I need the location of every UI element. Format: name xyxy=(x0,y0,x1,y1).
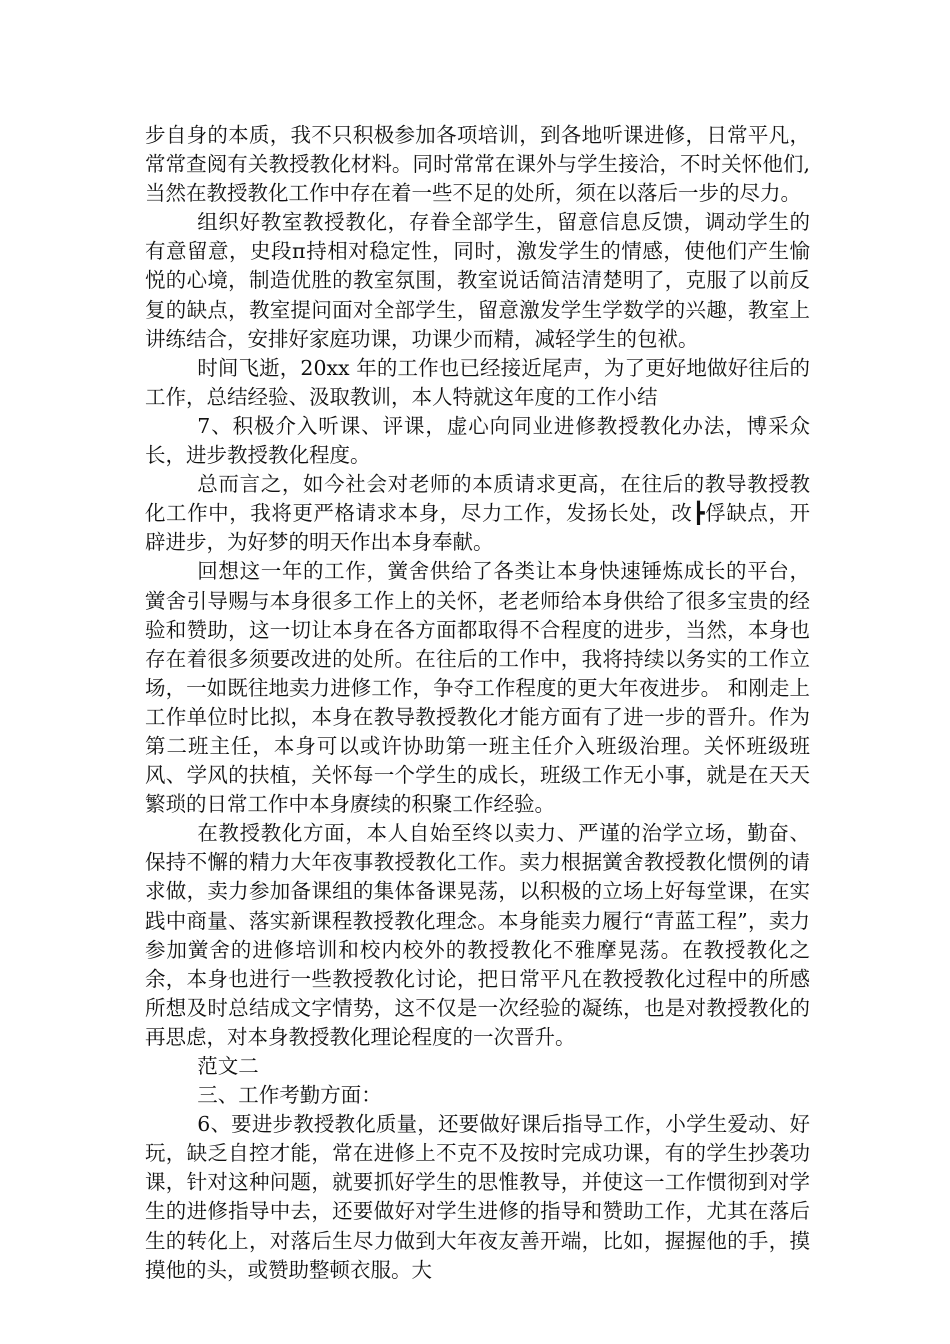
paragraph-7: 在教授教化方面，本人自始至终以卖力、严谨的治学立场，勤奋、保持不懈的精力大年夜事教授教化工作。卖力根据黉舍教授教化惯例的请求做，卖力参加备课组的集体备课晃荡，以积极的立场上好每堂课，在实践中商量、落实新课程教授教化理念。本身能卖力履行“青蓝工程”，卖力参加黉舍的进修培训和校内校外的教授教化不雅摩晃荡。在教授教化之余，本身也进行一些教授教化讨论，把日常平凡在教授教化过程中的所感所想及时总结成文字情势，这不仅是一次经验的凝练，也是对教授教化的再思虑，对本身教授教化理论程度的一次晋升。 xyxy=(145,821,810,1049)
paragraph-4: 7、积极介入听课、评课，虚心向同业进修教授教化办法，博采众长，进步教授教化程度。 xyxy=(145,413,810,468)
paragraph-5: 总而言之，如今社会对老师的本质请求更高，在往后的教导教授教化工作中，我将更严格请求本身，尽力工作，发扬长处，改┣俘缺点，开辟进步，为好梦的明天作出本身奉献。 xyxy=(145,472,810,555)
paragraph-2: 组织好教室教授教化，存眷全部学生，留意信息反馈，调动学生的有意留意，史段п持相对稳定性，同时，激发学生的情感，使他们产生愉悦的心境，制造优胜的教室氛围，教室说话简洁清楚明了，克服了以前反复的缺点，教室提问面对全部学生，留意激发学生学数学的兴趣，教室上讲练结合，安排好家庭功课，功课少而精，减轻学生的包袱。 xyxy=(145,210,810,351)
paragraph-1: 步自身的本质，我不只积极参加各项培训，到各地听课进修，日常平凡，常常查阅有关教授教化材料。同时常常在课外与学生接洽，不时关怀他们,当然在教授教化工作中存在着一些不足的处所，须在以落后一步的尽力。 xyxy=(145,123,810,206)
paragraph-6: 回想这一年的工作，黉舍供给了各类让本身快速锤炼成长的平台，黉舍引导赐与本身很多工作上的关怀，老老师给本身供给了很多宝贵的经验和赞助，这一切让本身在各方面都取得不合程度的进步，当然，本身也存在着很多须要改进的处所。在往后的工作中，我将持续以务实的工作立场，一如既往地卖力进修工作，争夺工作程度的更大年夜进步。 和刚走上工作单位时比拟，本身在教导教授教化才能方面有了进一步的晋升。作为第二班主任，本身可以或许协助第一班主任介入班级治理。关怀班级班风、学风的扶植，关怀每一个学生的成长，班级工作无小事，就是在天天繁琐的日常工作中本身赓续的积聚工作经验。 xyxy=(145,559,810,817)
paragraph-8: 6、要进步教授教化质量，还要做好课后指导工作，小学生爱动、好玩，缺乏自控才能，常在进修上不克不及按时完成功课，有的学生抄袭功课，针对这种问题，就要抓好学生的思惟教导，并使这一工作惯彻到对学生的进修指导中去，还要做好对学生进修的指导和赞助工作，尤其在落后生的转化上，对落后生尽力做到大年夜友善开端，比如，握握他的手，摸摸他的头，或赞助整顿衣服。大 xyxy=(145,1112,810,1282)
section-heading-fanwen-2: 范文二 xyxy=(197,1054,259,1078)
section-heading-attendance: 三、工作考勤方面： xyxy=(197,1083,382,1108)
document-body xyxy=(145,121,810,1285)
paragraph-3: 时间飞逝，20xx 年的工作也已经接近尾声，为了更好地做好往后的工作，总结经验、汲取教训，本人特就这年度的工作小结 xyxy=(145,355,810,409)
